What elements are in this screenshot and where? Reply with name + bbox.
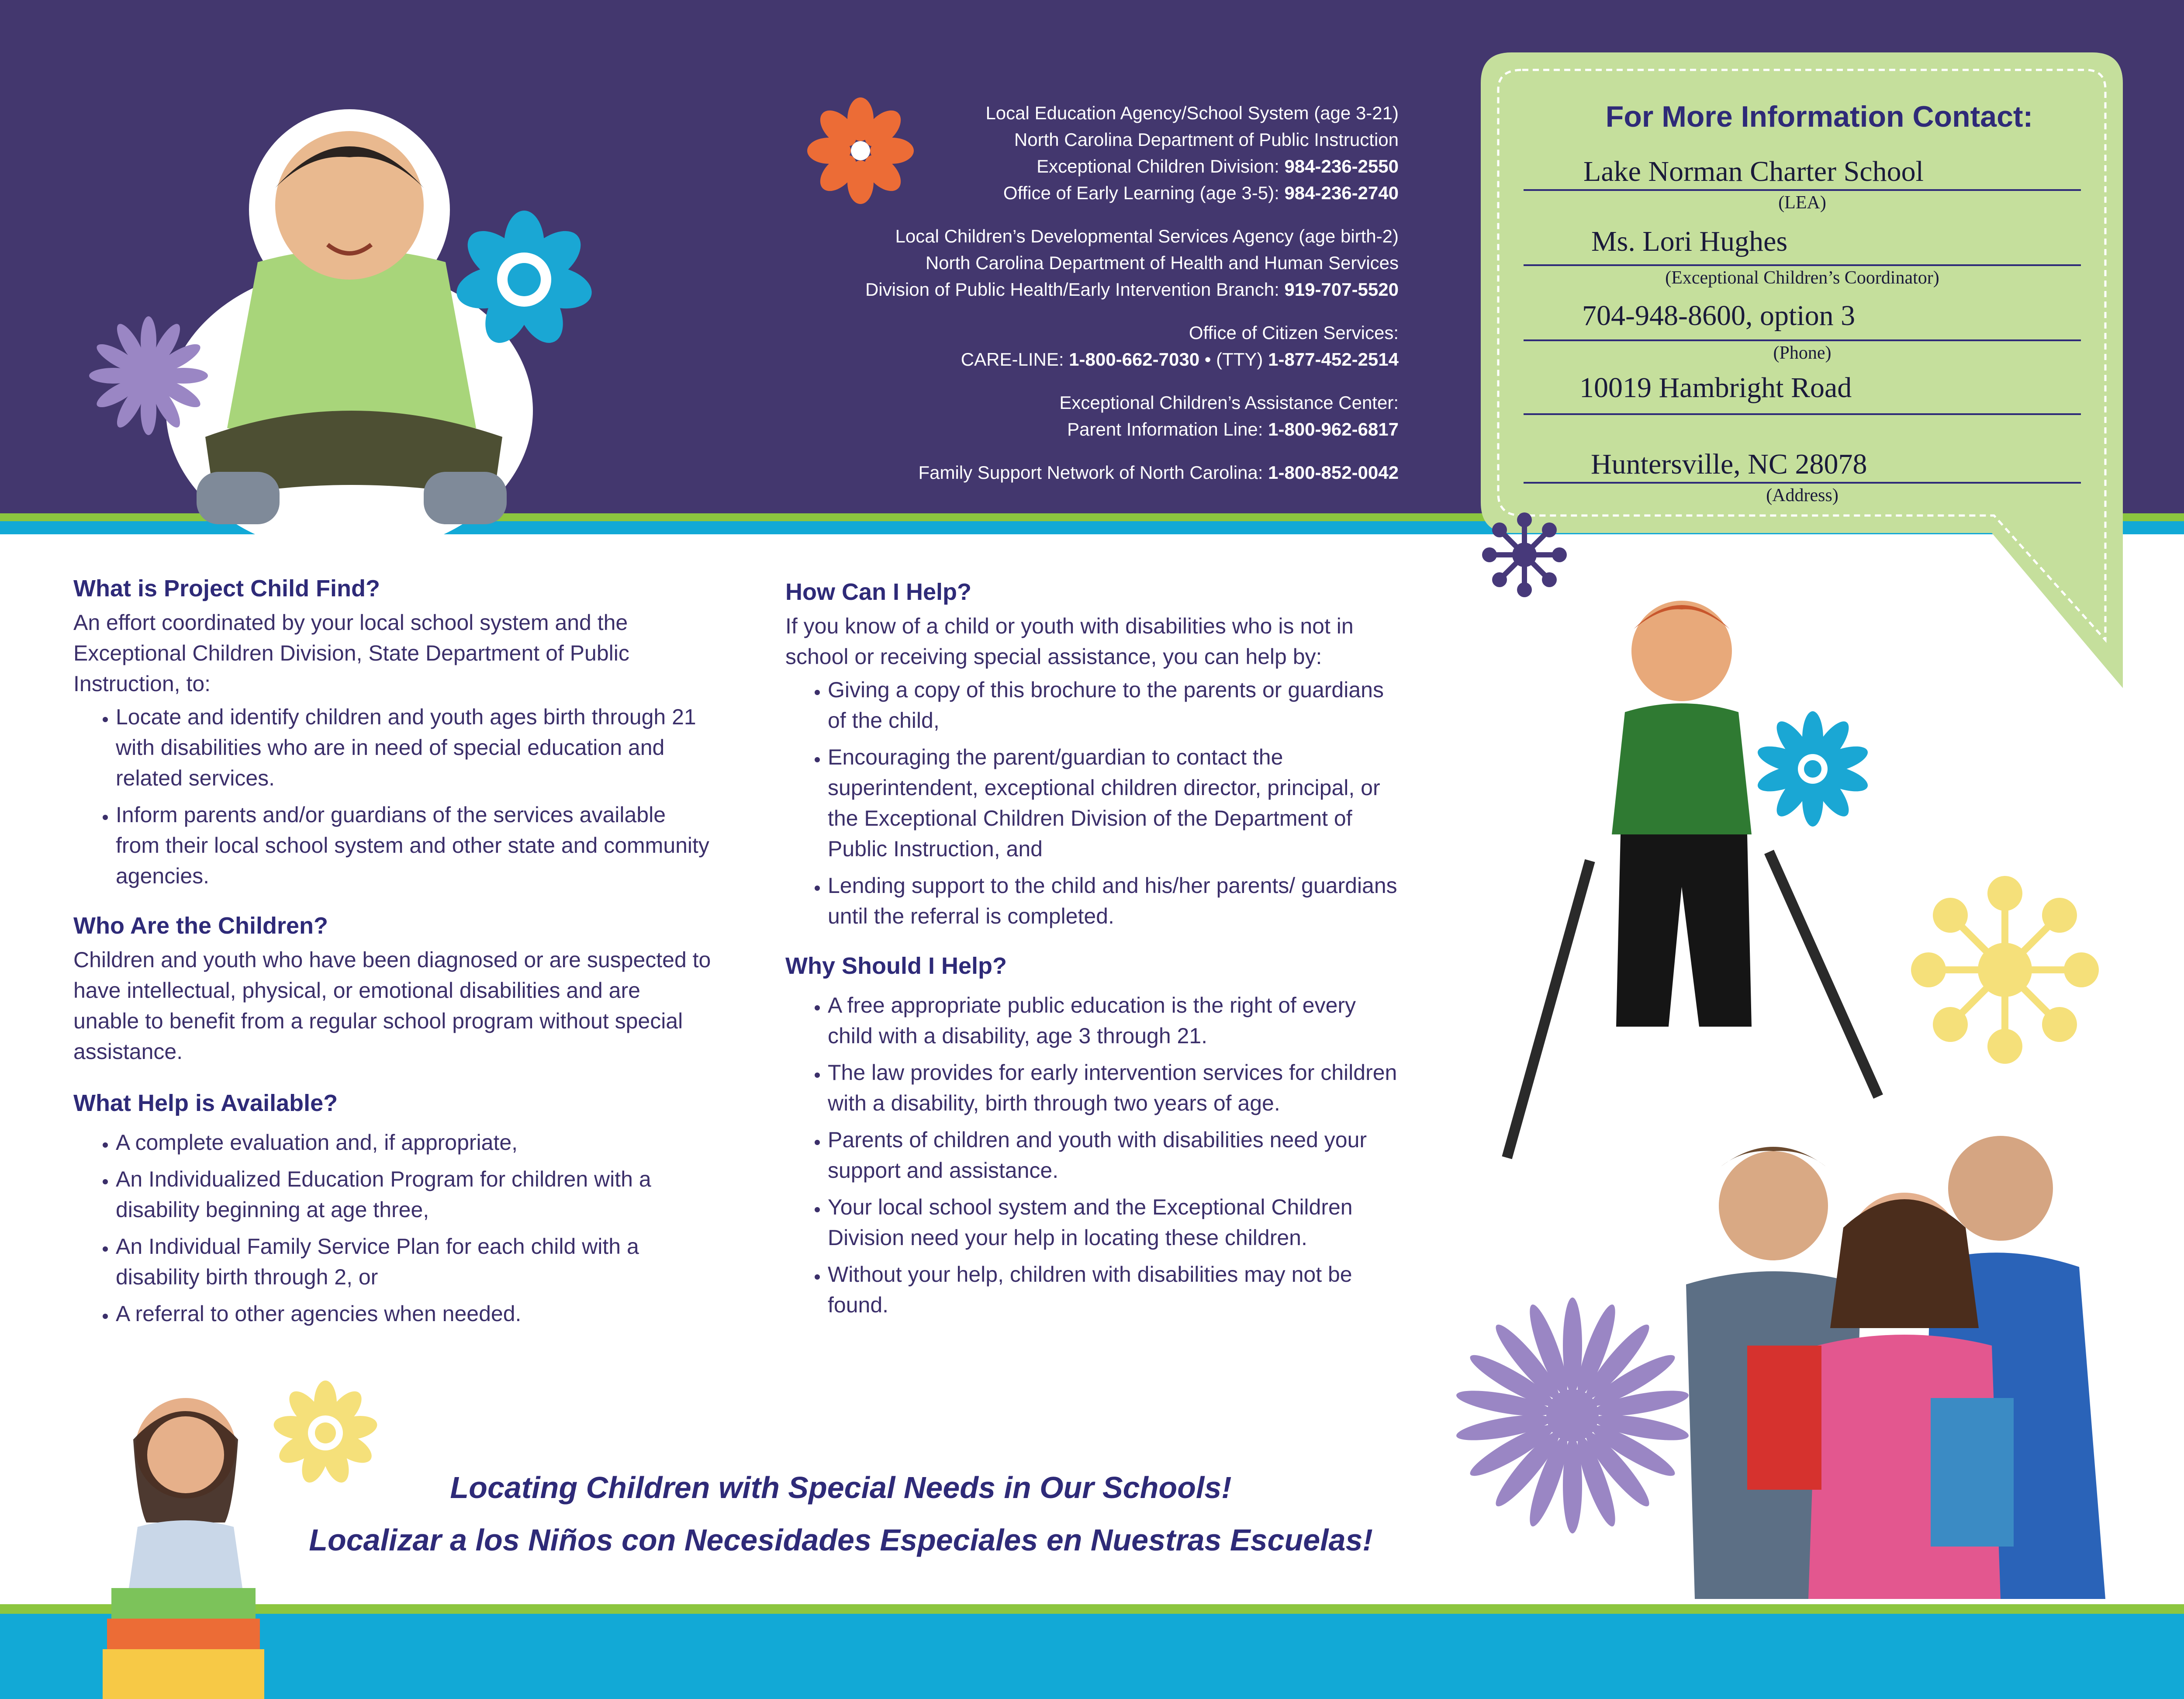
list-item: • Locate and identify children and youth ages birth through 21 with disabilities who are in need of special education and related services. bbox=[116, 702, 711, 793]
bullet-list bbox=[73, 702, 711, 891]
tagline-english: Locating Children with Special Needs in Our Schools! bbox=[450, 1471, 1232, 1505]
agency-line: North Carolina Department of Public Instruction bbox=[1014, 129, 1399, 150]
fill-line bbox=[1524, 339, 2081, 341]
agency-line: Family Support Network of North Carolina: 1-800-852-0042 bbox=[918, 462, 1399, 483]
section-text: Children and youth who have been diagnosed or are suspected to have intellectual, physical, or emotional disabilities and are unable to benefit from a regular school program without special assistance. bbox=[73, 948, 711, 1064]
lea-value: Lake Norman Charter School bbox=[1583, 156, 1924, 187]
section-heading: What Help is Available? bbox=[73, 1090, 338, 1116]
section-heading: How Can I Help? bbox=[785, 579, 972, 605]
agency-line: Division of Public Health/Early Intervention Branch: 919-707-5520 bbox=[865, 279, 1399, 300]
fill-line bbox=[1524, 413, 2081, 415]
coordinator-caption: (Exceptional Children’s Coordinator) bbox=[1665, 268, 1939, 288]
flower-icon-purple bbox=[1450, 1293, 1695, 1538]
fill-line bbox=[1524, 264, 2081, 266]
list-item: • A free appropriate public education is the right of every child with a disability, age 3 through 21. bbox=[828, 990, 1406, 1051]
list-item: • A complete evaluation and, if appropriate, bbox=[116, 1127, 711, 1158]
bullet-list bbox=[785, 675, 1406, 931]
section-text: If you know of a child or youth with disabilities who is not in school or receiving special assistance, you can help by: bbox=[785, 614, 1354, 669]
boy-with-crutches-photo bbox=[1494, 581, 1913, 1184]
bullet-list bbox=[785, 990, 1406, 1320]
coordinator-value: Ms. Lori Hughes bbox=[1591, 225, 1788, 257]
list-item: • A referral to other agencies when needed. bbox=[116, 1298, 711, 1329]
fill-line bbox=[1524, 189, 2081, 191]
phone-number: 1-800-662-7030 bbox=[1069, 349, 1200, 370]
list-item: • An Individualized Education Program for children with a disability beginning at age three, bbox=[116, 1164, 711, 1225]
address-caption: (Address) bbox=[1766, 485, 1838, 505]
list-item: • The law provides for early intervention services for children with a disability, birth through two years of age. bbox=[828, 1057, 1406, 1118]
bullet-list bbox=[73, 1127, 711, 1329]
list-item: • Your local school system and the Exceptional Children Division need your help in locating these children. bbox=[828, 1192, 1406, 1253]
address-line-2: Huntersville, NC 28078 bbox=[1591, 448, 1867, 480]
phone-caption: (Phone) bbox=[1773, 343, 1832, 363]
column-left bbox=[73, 573, 711, 1335]
lea-caption: (LEA) bbox=[1778, 193, 1826, 213]
phone-number: 984-236-2550 bbox=[1284, 156, 1399, 176]
agency-group bbox=[721, 389, 1399, 443]
contact-title: For More Information Contact: bbox=[1605, 100, 2033, 133]
section-text: An effort coordinated by your local school system and the Exceptional Children Division, State Department of Public Instruction, to: bbox=[73, 610, 629, 696]
agency-group bbox=[721, 100, 1399, 206]
section-heading: Why Should I Help? bbox=[785, 953, 1007, 979]
address-line-1: 10019 Hambright Road bbox=[1579, 372, 1852, 404]
agency-line: Office of Citizen Services: bbox=[1189, 322, 1399, 343]
agency-line: Local Children’s Developmental Services Agency (age birth-2) bbox=[895, 226, 1399, 246]
phone-number: 919-707-5520 bbox=[1284, 279, 1399, 300]
column-middle bbox=[785, 577, 1406, 1326]
agency-line: Local Education Agency/School System (age 3-21) bbox=[985, 103, 1399, 123]
list-item: • Giving a copy of this brochure to the parents or guardians of the child, bbox=[828, 675, 1406, 736]
list-item: • Encouraging the parent/guardian to contact the superintendent, exceptional children director, principal, or the Exceptional Children Division of the Department of Public Instruction, and bbox=[828, 742, 1406, 864]
list-item: • Lending support to the child and his/her parents/ guardians until the referral is completed. bbox=[828, 870, 1406, 931]
agency-line: Office of Early Learning (age 3-5): 984-236-2740 bbox=[1003, 183, 1399, 203]
list-item: • Without your help, children with disabilities may not be found. bbox=[828, 1259, 1406, 1320]
phone-number: 1-800-962-6817 bbox=[1268, 419, 1399, 439]
footer-band bbox=[0, 1614, 2184, 1699]
agency-line: Exceptional Children’s Assistance Center: bbox=[1059, 392, 1399, 413]
agency-line: North Carolina Department of Health and Human Services bbox=[925, 253, 1399, 273]
agency-group bbox=[721, 319, 1399, 373]
flower-icon-yellow bbox=[1909, 874, 2101, 1066]
girl-with-books-photo bbox=[94, 1383, 286, 1699]
agency-line: Parent Information Line: 1-800-962-6817 bbox=[1067, 419, 1399, 439]
tagline bbox=[306, 1461, 1376, 1566]
agency-contact-list bbox=[721, 100, 1399, 502]
phone-number: 1-800-852-0042 bbox=[1268, 462, 1399, 483]
agency-group bbox=[721, 459, 1399, 486]
footer-stripe bbox=[0, 1604, 2184, 1614]
list-item: • An Individual Family Service Plan for each child with a disability birth through 2, or bbox=[116, 1231, 711, 1292]
flower-icon-blue bbox=[454, 210, 594, 349]
list-item: • Inform parents and/or guardians of the services available from their local school system and other state and community agencies. bbox=[116, 799, 711, 891]
list-item: • Parents of children and youth with disabilities need your support and assistance. bbox=[828, 1125, 1406, 1186]
phone-value: 704-948-8600, option 3 bbox=[1582, 300, 1856, 332]
agency-line: Exceptional Children Division: 984-236-2550 bbox=[1037, 156, 1399, 176]
flower-icon-blue bbox=[1752, 708, 1874, 830]
section-heading: What is Project Child Find? bbox=[73, 575, 380, 602]
flower-icon-purple bbox=[87, 315, 210, 437]
phone-number: 984-236-2740 bbox=[1284, 183, 1399, 203]
phone-number: 1-877-452-2514 bbox=[1268, 349, 1399, 370]
fill-line bbox=[1524, 482, 2081, 484]
agency-line: CARE-LINE: 1-800-662-7030 • (TTY) 1-877-452-2514 bbox=[961, 349, 1399, 370]
tagline-spanish: Localizar a los Niños con Necesidades Especiales en Nuestras Escuelas! bbox=[309, 1523, 1373, 1557]
agency-group bbox=[721, 223, 1399, 303]
section-heading: Who Are the Children? bbox=[73, 913, 328, 939]
teens-group-photo bbox=[1660, 1118, 2140, 1603]
